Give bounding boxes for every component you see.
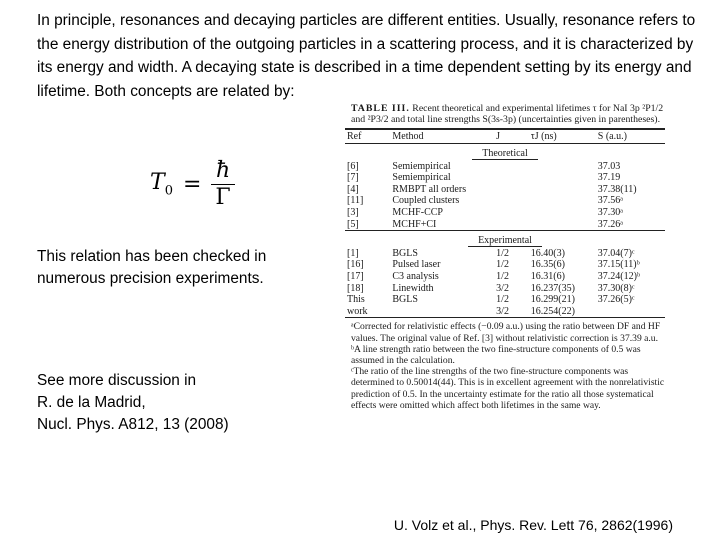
table-row: [345, 161, 665, 173]
table-row: [345, 184, 665, 196]
cell-j: [494, 195, 529, 207]
cell-tau: [529, 184, 596, 196]
table-row: [345, 283, 665, 295]
table-row: [345, 219, 665, 231]
footnote: ᵃCorrected for relativistic effects (−0.09 a.u.) using the ratio between DF and HF values. The original value of Ref. [3] without relativistic correction is 37.39 a.u.: [351, 321, 661, 344]
cell-strength: 37.38(11): [597, 183, 637, 195]
cell-tau: [529, 172, 596, 184]
cell-method: BGLS: [392, 247, 418, 259]
cell-strength: 37.19: [597, 172, 621, 184]
cell-tau: 16.35(6): [530, 259, 565, 271]
cell-j: 3/2: [496, 282, 509, 294]
footnote: ᶜThe ratio of the line strengths of the two fine-structure components was determined to 0.50014(44). This is in excellent agreement with the nonrelativistic prediction of 0.5. In the uncertainty estimate for the ratio all those systematical effects were omitted which affect both lifetimes in the same way.: [351, 366, 665, 411]
cell-strength: 37.26(5)ᶜ: [597, 294, 635, 306]
table-footnotes: [345, 321, 665, 411]
cell-method: RMBPT all orders: [392, 183, 467, 195]
cell-ref: [4]: [347, 183, 359, 195]
formula-lhs: $T_0$: [150, 170, 173, 199]
header-method: Method: [392, 131, 424, 142]
cell-j: [494, 219, 529, 231]
cell-j: 1/2: [496, 294, 509, 306]
cell-ref: [6]: [347, 160, 359, 172]
cell-ref: [1]: [347, 247, 359, 259]
formula-numerator: ħ: [215, 158, 231, 183]
cell-j: 1/2: [496, 247, 509, 259]
precision-note: This relation has been checked in numerous precision experiments.: [37, 248, 267, 287]
cell-ref: [16]: [347, 259, 364, 271]
intro-paragraph: In principle, resonances and decaying particles are different entities. Usually, resonance refers to the energy distribution of the outgoing particles in a scattering process, and it is characterized by its energy and width. A decaying state is described in a time dependent setting by its energy and lifetime. Both concepts are related by:: [37, 12, 696, 100]
lifetime-width-formula: [150, 158, 235, 211]
cell-tau: [529, 195, 596, 207]
header-tau: τJ (ns): [530, 131, 557, 142]
cell-strength: 37.56ᵃ: [597, 195, 624, 207]
cell-ref: [17]: [347, 270, 364, 282]
cell-method: MCHF-CCP: [392, 206, 443, 218]
table-row: [345, 248, 665, 260]
cell-tau: [529, 219, 596, 231]
table-row: [345, 195, 665, 207]
cell-strength: 37.24(12)ᵇ: [597, 270, 641, 282]
table-row: [345, 306, 665, 318]
cell-strength: [596, 306, 665, 318]
cell-ref: [7]: [347, 172, 359, 184]
cell-method: Pulsed laser: [392, 259, 441, 271]
formula-denominator: Γ: [211, 184, 234, 211]
table-row: [345, 207, 665, 219]
cell-method: BGLS: [392, 294, 418, 306]
cell-method: Linewidth: [392, 282, 434, 294]
scanned-lifetime-table: [345, 103, 665, 503]
section-experimental: Experimental: [345, 231, 665, 248]
table-caption: TABLE III. Recent theoretical and experimental lifetimes τ for NaI 3p ²P1/2 and ²P3/2 and total line strengths S(3s-3p) (uncertainties given in parentheses).: [351, 103, 664, 125]
cell-strength: 37.26ᵃ: [597, 218, 624, 230]
cell-method: MCHF+CI: [392, 218, 437, 230]
section-theoretical: Theoretical: [345, 144, 665, 161]
cell-method: C3 analysis: [392, 270, 439, 282]
citation: U. Volz et al., Phys. Rev. Lett 76, 2862(1996): [393, 517, 673, 533]
header-j: J: [496, 131, 501, 142]
table-header-row: [345, 129, 665, 144]
cell-tau: 16.254(22): [530, 305, 575, 317]
cell-method: Coupled clusters: [392, 195, 460, 207]
cell-tau: 16.299(21): [530, 294, 575, 306]
cell-j: [494, 172, 529, 184]
cell-ref: work: [347, 305, 368, 317]
table-row: [345, 294, 665, 306]
cell-tau: 16.40(3): [530, 247, 565, 259]
table-row: [345, 172, 665, 184]
cell-j: 1/2: [496, 259, 509, 271]
cell-j: 3/2: [496, 305, 509, 317]
cell-j: [494, 184, 529, 196]
header-ref: Ref: [347, 131, 362, 142]
lifetime-table: [345, 128, 665, 318]
cell-ref: [18]: [347, 282, 364, 294]
cell-tau: [529, 161, 596, 173]
formula-fraction: [211, 158, 234, 211]
cell-strength: 37.15(11)ᵇ: [597, 259, 640, 271]
cell-method: Semiempirical: [392, 160, 451, 172]
cell-tau: [529, 207, 596, 219]
cell-j: [494, 161, 529, 173]
cell-strength: 37.30ᵃ: [597, 206, 624, 218]
formula-equals: =: [182, 172, 202, 197]
cell-ref: [3]: [347, 206, 359, 218]
table-row: [345, 271, 665, 283]
footnote: ᵇA line strength ratio between the two fine-structure components of 0.5 was assumed in the calculation.: [351, 343, 641, 366]
cell-j: 1/2: [496, 270, 509, 282]
cell-strength: 37.04(7)ᶜ: [597, 247, 635, 259]
cell-ref: This: [347, 294, 365, 306]
cell-strength: 37.30(8)ᶜ: [597, 282, 635, 294]
cell-j: [494, 207, 529, 219]
cell-method: [390, 306, 494, 318]
cell-ref: [11]: [347, 195, 364, 207]
cell-strength: 37.03: [597, 160, 621, 172]
header-strength: S (a.u.): [597, 131, 627, 142]
cell-ref: [5]: [347, 218, 359, 230]
cell-tau: 16.237(35): [530, 282, 575, 294]
cell-method: Semiempirical: [392, 172, 451, 184]
table-row: [345, 259, 665, 271]
theoretical-rows: [345, 161, 665, 231]
discussion-reference: See more discussion in R. de la Madrid, Nucl. Phys. A812, 13 (2008): [37, 372, 229, 433]
experimental-rows: [345, 248, 665, 318]
cell-tau: 16.31(6): [530, 270, 565, 282]
